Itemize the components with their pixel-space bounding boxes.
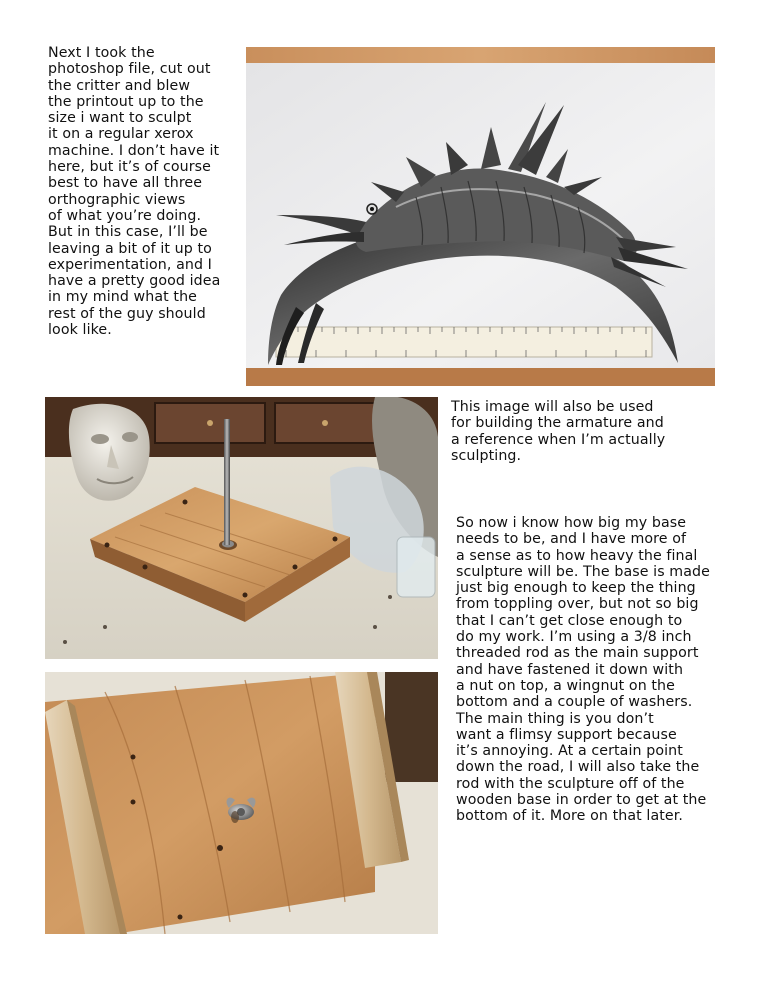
body-paragraph: So now i know how big my base needs to be, and I have more of a sense as to how heavy the final sculpture will be. The base is made just big enough to keep the thing from toppling over, but not so big that I can’t get close enough to do my work. I’m using a 3/8 inch threaded rod as the main support and have fastened it down with a nut on top, a wingnut on the bottom and a couple of washers. The main thing is you don’t want a flimsy support because it’s annoying. At a certain point down the road, I will also take the rod with the sculpture off of the wooden base in order to get at the bottom of it. More on that later. — [456, 515, 710, 825]
wooden-base-photo — [45, 397, 438, 659]
base-underside-photo — [45, 672, 438, 934]
intro-paragraph: Next I took the photoshop file, cut out the critter and blew the printout up to the size i want to sculpt it on a regular xerox machine. I don’t have it here, but it’s of course best to have all three orthographic views of what you’re doing. But in this case, I’ll be leaving a bit of it up to experimentation, and I have a pretty good idea in my mind what the rest of the guy should look like. — [48, 45, 221, 339]
creature-drawing-photo — [246, 47, 715, 386]
ruler — [276, 327, 652, 357]
threaded-rod — [224, 419, 230, 545]
image-caption: This image will also be used for building the armature and a reference when I’m actually sculpting. — [451, 399, 666, 464]
